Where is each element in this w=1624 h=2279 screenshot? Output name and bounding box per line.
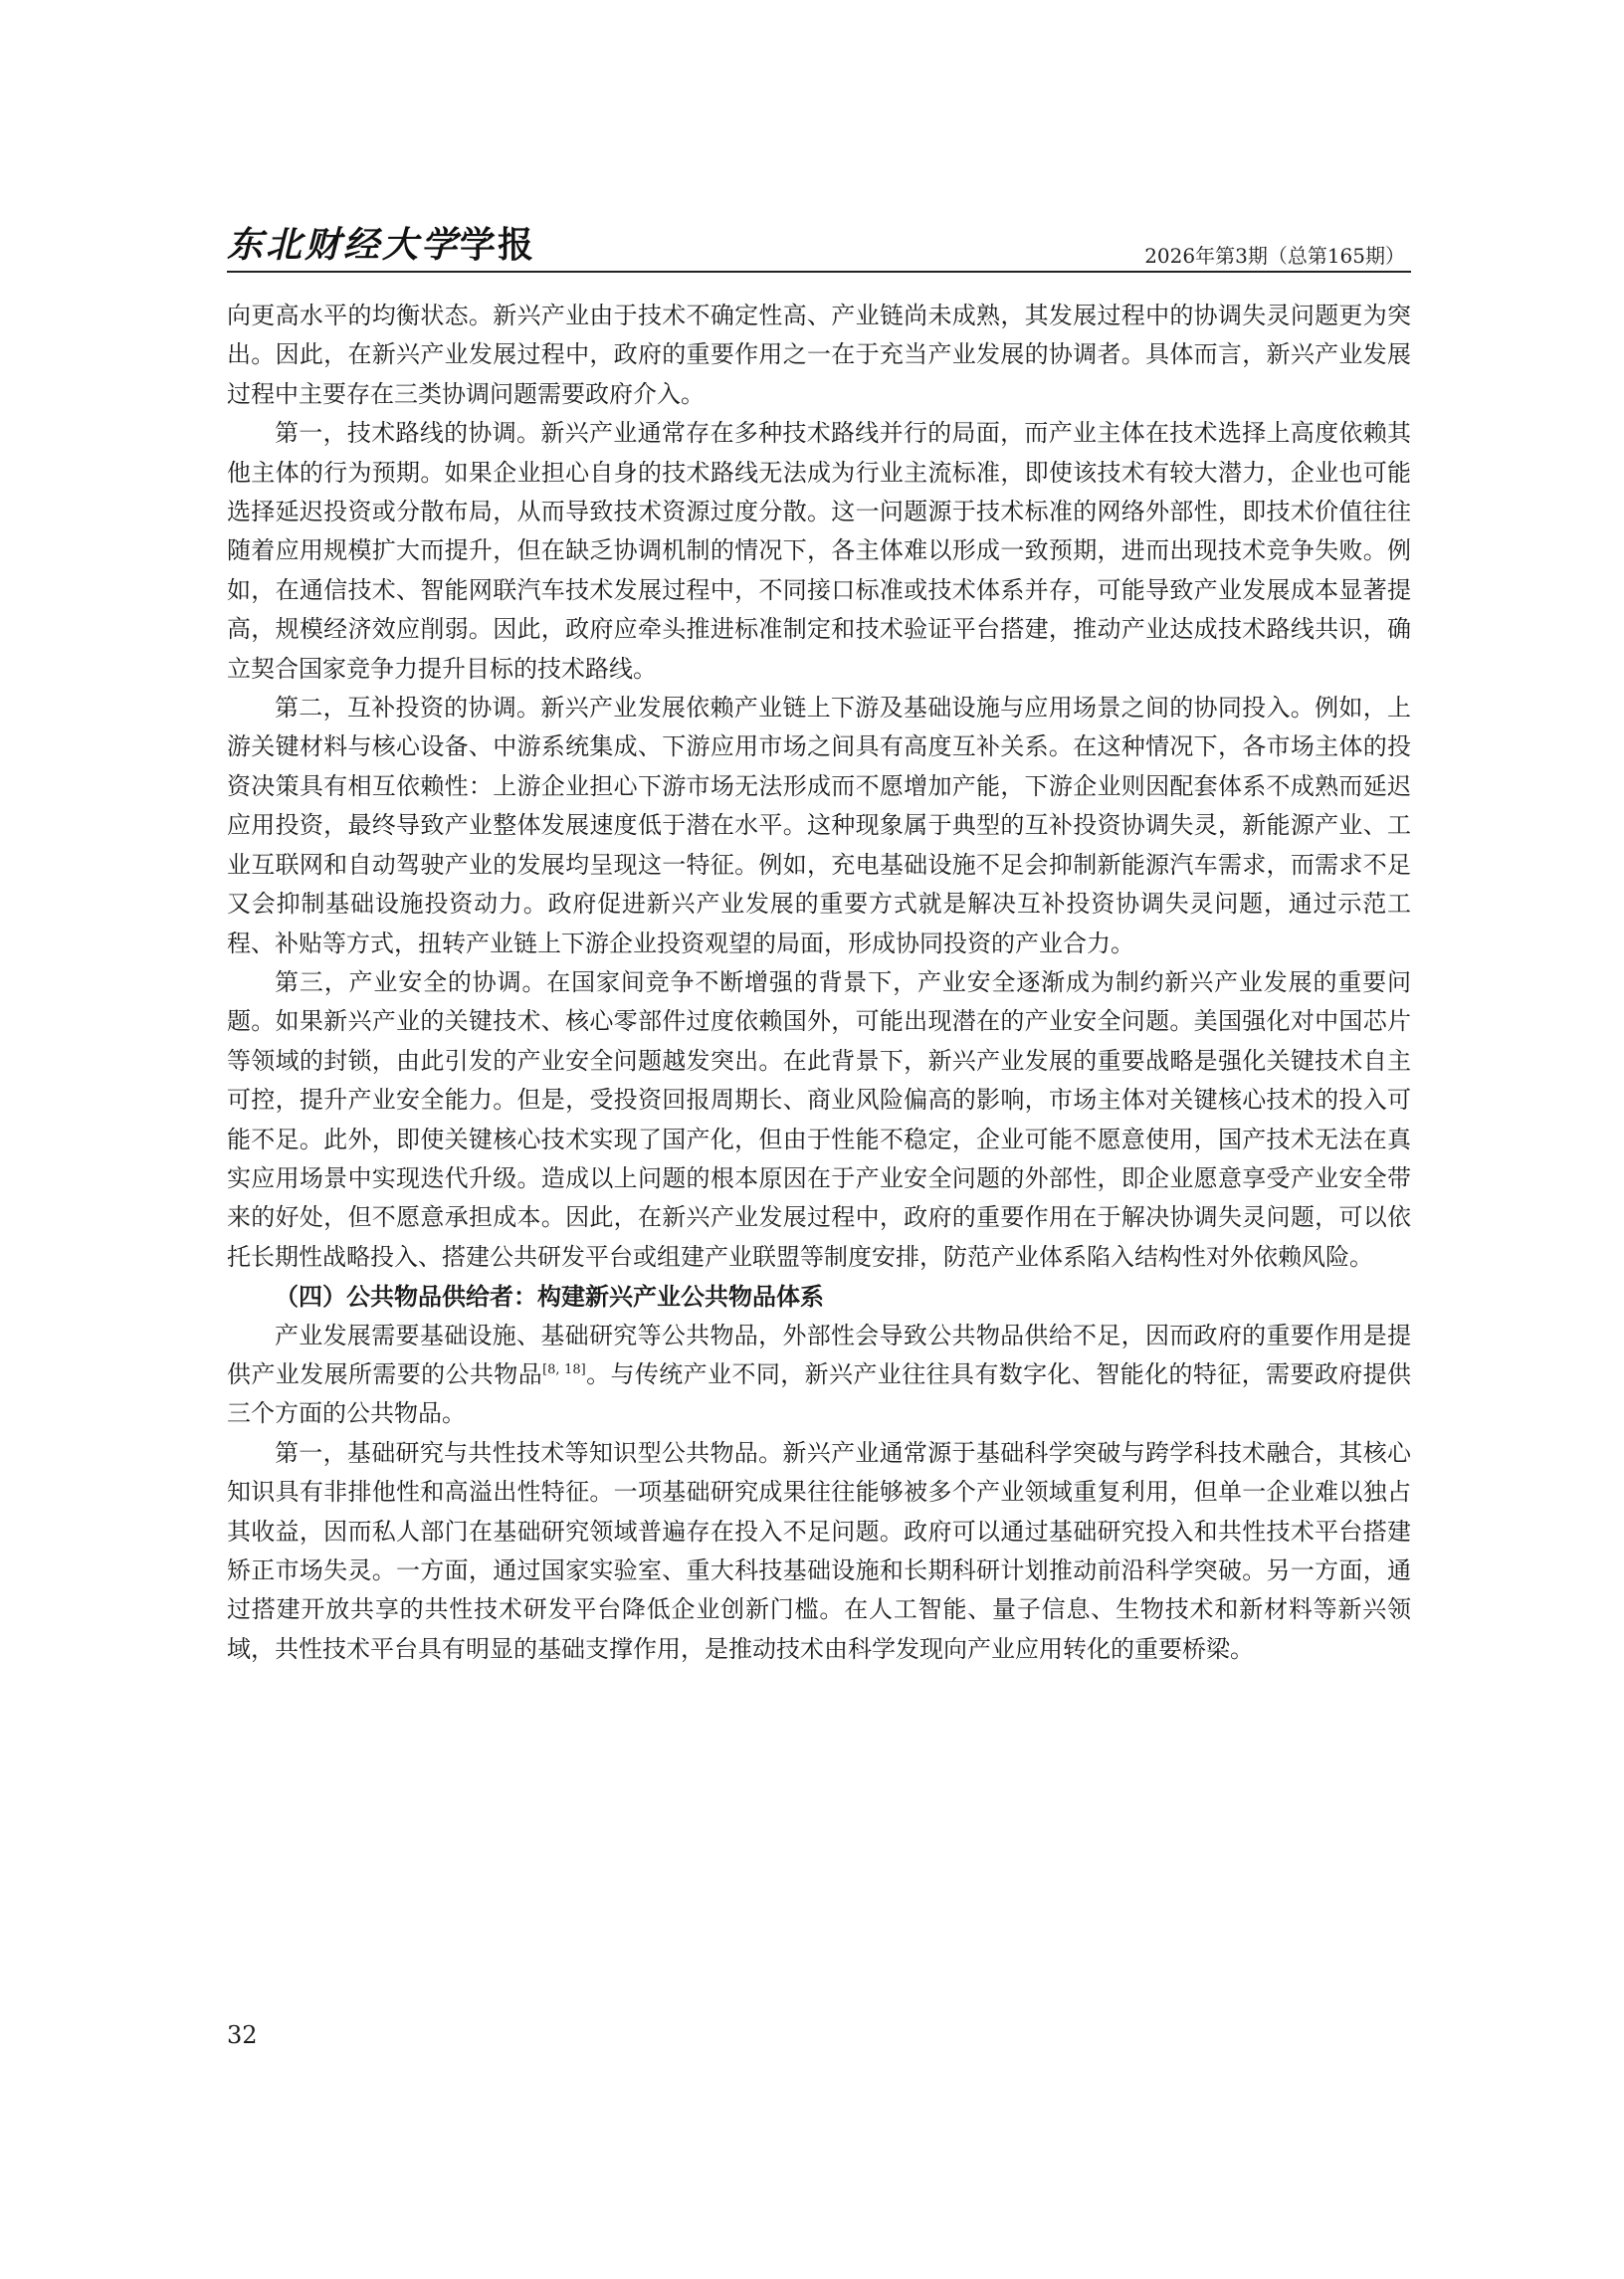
- citation-marker: [8, 18]: [542, 1361, 586, 1377]
- section-heading: （四）公共物品供给者：构建新兴产业公共物品体系: [275, 1282, 824, 1312]
- header-rule: [227, 271, 1411, 273]
- page-number: 32: [227, 2021, 258, 2049]
- issue-info: 2026年第3期（总第165期）: [1144, 244, 1405, 268]
- article-body: [227, 297, 1411, 1669]
- body-paragraph-continued: 向更高水平的均衡状态。新兴产业由于技术不确定性高、产业链尚未成熟，其发展过程中的协调失灵问题更为突出。因此，在新兴产业发展过程中，政府的重要作用之一在于充当产业发展的协调者。具体而言，新兴产业发展过程中主要存在三类协调问题需要政府介入。: [227, 302, 1411, 408]
- journal-title-brush: 东北财经大学: [227, 224, 461, 266]
- running-header: [227, 213, 1411, 273]
- public-goods-text-before: 产业发展需要基础设施、基础研究等公共物品，外部性会导致公共物品供给不足，因而政府的重要作用是提供产业发展所需要的公共物品: [227, 1321, 1411, 1388]
- body-paragraph-public-goods: [227, 1317, 1411, 1434]
- body-paragraph-technology-route: 第一，技术路线的协调。新兴产业通常存在多种技术路线并行的局面，而产业主体在技术选择上高度依赖其他主体的行为预期。如果企业担心自身的技术路线无法成为行业主流标准，即使该技术有较大潜力，企业也可能选择延迟投资或分散布局，从而导致技术资源过度分散。这一问题源于技术标准的网络外部性，即技术价值往往随着应用规模扩大而提升，但在缺乏协调机制的情况下，各主体难以形成一致预期，进而出现技术竞争失败。例如，在通信技术、智能网联汽车技术发展过程中，不同接口标准或技术体系并存，可能导致产业发展成本显著提高，规模经济效应削弱。因此，政府应牵头推进标准制定和技术验证平台搭建，推动产业达成技术路线共识，确立契合国家竞争力提升目标的技术路线。: [227, 419, 1411, 683]
- journal-title-suffix: 学报: [460, 224, 536, 266]
- body-paragraph-basic-research: 第一，基础研究与共性技术等知识型公共物品。新兴产业通常源于基础科学突破与跨学科技术融合，其核心知识具有非排他性和高溢出性特征。一项基础研究成果往往能够被多个产业领域重复利用，但单一企业难以独占其收益，因而私人部门在基础研究领域普遍存在投入不足问题。政府可以通过基础研究投入和共性技术平台搭建矫正市场失灵。一方面，通过国家实验室、重大科技基础设施和长期科研计划推动前沿科学突破。另一方面，通过搭建开放共享的共性技术研发平台降低企业创新门槛。在人工智能、量子信息、生物技术和新材料等新兴领域，共性技术平台具有明显的基础支撑作用，是推动技术由科学发现向产业应用转化的重要桥梁。: [227, 1438, 1411, 1663]
- body-paragraph-complementary-investment: 第二，互补投资的协调。新兴产业发展依赖产业链上下游及基础设施与应用场景之间的协同投入。例如，上游关键材料与核心设备、中游系统集成、下游应用市场之间具有高度互补关系。在这种情况下，各市场主体的投资决策具有相互依赖性：上游企业担心下游市场无法形成而不愿增加产能，下游企业则因配套体系不成熟而延迟应用投资，最终导致产业整体发展速度低于潜在水平。这种现象属于典型的互补投资协调失灵，新能源产业、工业互联网和自动驾驶产业的发展均呈现这一特征。例如，充电基础设施不足会抑制新能源汽车需求，而需求不足又会抑制基础设施投资动力。政府促进新兴产业发展的重要方式就是解决互补投资协调失灵问题，通过示范工程、补贴等方式，扭转产业链上下游企业投资观望的局面，形成协同投资的产业合力。: [227, 694, 1411, 957]
- body-paragraph-industrial-security: 第三，产业安全的协调。在国家间竞争不断增强的背景下，产业安全逐渐成为制约新兴产业发展的重要问题。如果新兴产业的关键技术、核心零部件过度依赖国外，可能出现潜在的产业安全问题。美国强化对中国芯片等领域的封锁，由此引发的产业安全问题越发突出。在此背景下，新兴产业发展的重要战略是强化关键技术自主可控，提升产业安全能力。但是，受投资回报周期长、商业风险偏高的影响，市场主体对关键核心技术的投入可能不足。此外，即使关键核心技术实现了国产化，但由于性能不稳定，企业可能不愿意使用，国产技术无法在真实应用场景中实现迭代升级。造成以上问题的根本原因在于产业安全问题的外部性，即企业愿意享受产业安全带来的好处，但不愿意承担成本。因此，在新兴产业发展过程中，政府的重要作用在于解决协调失灵问题，可以依托长期性战略投入、搭建公共研发平台或组建产业联盟等制度安排，防范产业体系陷入结构性对外依赖风险。: [227, 967, 1411, 1271]
- journal-title: [227, 217, 535, 268]
- public-goods-text-after: 。与传统产业不同，新兴产业往往具有数字化、智能化的特征，需要政府提供三个方面的公共物品。: [227, 1359, 1412, 1428]
